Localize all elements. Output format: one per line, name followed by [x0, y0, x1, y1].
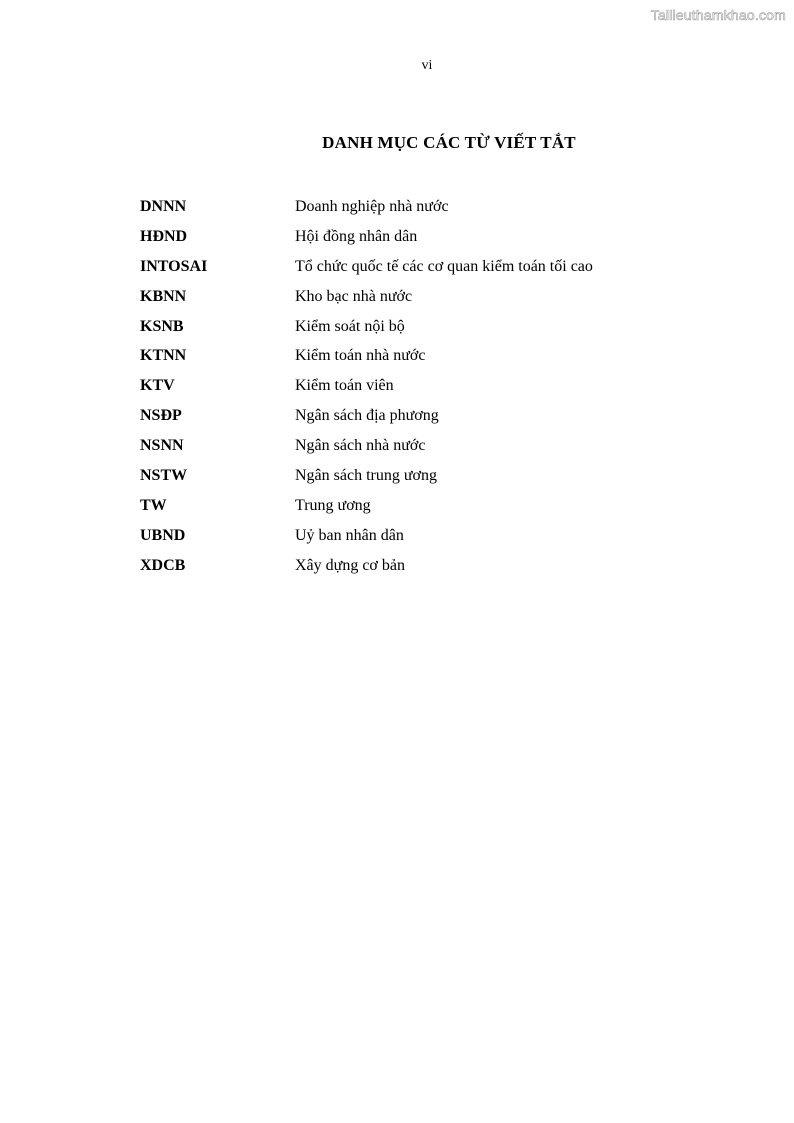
page-title: DANH MỤC CÁC TỪ VIẾT TẮT [322, 133, 576, 152]
abbreviation-meaning: Doanh nghiệp nhà nước [295, 197, 449, 215]
abbreviation-row [140, 521, 700, 551]
abbreviation-meaning: Ngân sách trung ương [295, 466, 437, 484]
abbreviation-meaning: Trung ương [295, 496, 371, 514]
abbreviation-row [140, 192, 700, 222]
page-number: vi [421, 58, 433, 73]
abbreviation-code: NSNN [140, 437, 184, 455]
abbreviation-meaning: Kiểm toán viên [295, 377, 394, 395]
abbreviation-code: NSĐP [140, 407, 182, 425]
abbreviation-row [140, 401, 700, 431]
abbreviation-row [140, 461, 700, 491]
abbreviation-code: NSTW [140, 466, 188, 484]
abbreviation-meaning: Kho bạc nhà nước [295, 287, 413, 305]
abbreviation-row [140, 371, 700, 401]
abbreviation-code: XDCB [140, 556, 186, 574]
abbreviation-meaning: Ngân sách địa phương [295, 407, 439, 425]
abbreviation-meaning: Uỷ ban nhân dân [295, 526, 404, 544]
abbreviation-code: INTOSAI [140, 257, 208, 275]
watermark: Tailieuthamkhao.com [650, 7, 786, 23]
abbreviation-list [140, 192, 700, 581]
abbreviation-code: UBND [140, 526, 186, 544]
abbreviation-code: KTV [140, 377, 175, 395]
abbreviation-meaning: Kiểm soát nội bộ [295, 317, 405, 335]
abbreviation-code: KTNN [140, 347, 187, 365]
abbreviation-row [140, 252, 700, 282]
abbreviation-row [140, 222, 700, 252]
abbreviation-meaning: Tổ chức quốc tế các cơ quan kiểm toán tối cao [295, 257, 593, 275]
abbreviation-meaning: Hội đồng nhân dân [295, 227, 418, 245]
abbreviation-code: KBNN [140, 287, 187, 305]
abbreviation-meaning: Kiểm toán nhà nước [295, 347, 426, 365]
abbreviation-code: HĐND [140, 227, 188, 245]
abbreviation-row [140, 312, 700, 342]
abbreviation-row [140, 491, 700, 521]
abbreviation-row [140, 282, 700, 312]
abbreviation-row [140, 551, 700, 581]
abbreviation-row [140, 431, 700, 461]
abbreviation-meaning: Ngân sách nhà nước [295, 437, 426, 455]
abbreviation-row [140, 341, 700, 371]
abbreviation-meaning: Xây dựng cơ bản [295, 556, 405, 574]
abbreviation-code: KSNB [140, 317, 184, 335]
abbreviation-code: DNNN [140, 197, 187, 215]
abbreviation-code: TW [140, 496, 167, 514]
